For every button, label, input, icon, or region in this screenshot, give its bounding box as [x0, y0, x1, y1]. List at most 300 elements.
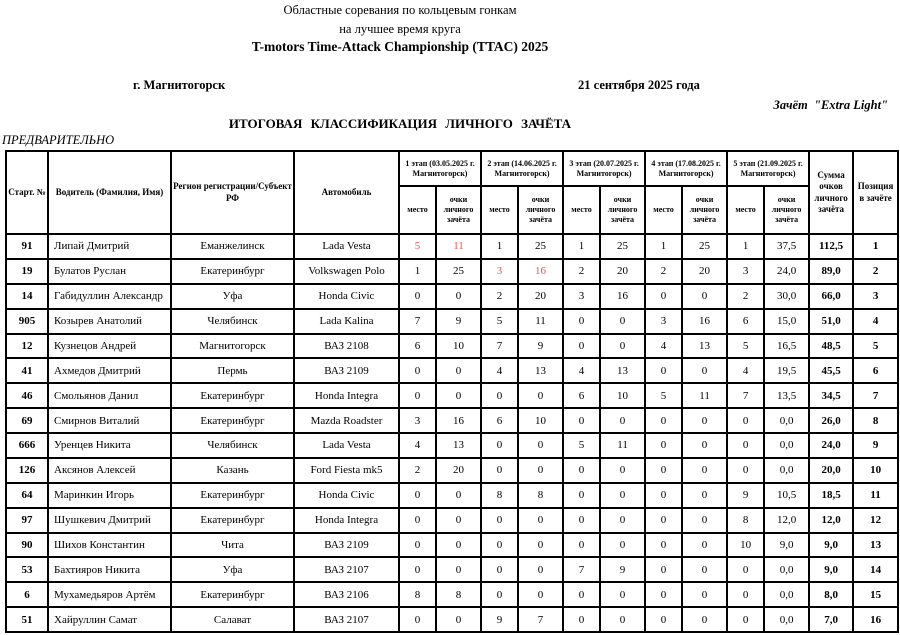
points-cell: 0 [436, 607, 481, 632]
col-subheader-points-1: очки личного зачёта [436, 186, 481, 234]
start-number-cell: 126 [6, 458, 48, 483]
driver-cell: Шихов Константин [48, 533, 171, 558]
points-cell: 0 [518, 533, 563, 558]
position-cell: 16 [853, 607, 898, 632]
start-number-cell: 41 [6, 358, 48, 383]
points-cell: 7 [518, 607, 563, 632]
position-cell: 15 [853, 582, 898, 607]
place-cell: 3 [399, 408, 436, 433]
points-cell: 20 [682, 259, 727, 284]
car-cell: ВАЗ 2107 [294, 557, 399, 582]
sum-cell: 45,5 [809, 358, 853, 383]
region-cell: Магнитогорск [171, 334, 294, 359]
points-cell: 11 [436, 234, 481, 259]
driver-cell: Смирнов Виталий [48, 408, 171, 433]
place-cell: 0 [645, 508, 682, 533]
table-row [6, 533, 898, 558]
points-cell: 9,0 [764, 533, 809, 558]
region-cell: Чита [171, 533, 294, 558]
points-cell: 0,0 [764, 607, 809, 632]
place-cell: 7 [399, 309, 436, 334]
points-cell: 8 [518, 483, 563, 508]
points-cell: 10 [436, 334, 481, 359]
place-cell: 2 [727, 284, 764, 309]
place-cell: 7 [481, 334, 518, 359]
car-cell: Mazda Roadster [294, 408, 399, 433]
points-cell: 20 [600, 259, 645, 284]
place-cell: 9 [727, 483, 764, 508]
points-cell: 0 [600, 607, 645, 632]
position-cell: 12 [853, 508, 898, 533]
place-cell: 3 [645, 309, 682, 334]
sum-cell: 9,0 [809, 557, 853, 582]
points-cell: 0,0 [764, 408, 809, 433]
points-cell: 0 [518, 383, 563, 408]
points-cell: 0 [436, 557, 481, 582]
place-cell: 4 [481, 358, 518, 383]
start-number-cell: 69 [6, 408, 48, 433]
col-header-driver: Водитель (Фамилия, Имя) [48, 151, 171, 234]
place-cell: 2 [481, 284, 518, 309]
start-number-cell: 12 [6, 334, 48, 359]
col-subheader-place-4: место [645, 186, 682, 234]
event-title-line1: Областные соревания по кольцевым гонкам [283, 3, 517, 17]
points-cell: 0 [682, 433, 727, 458]
place-cell: 3 [481, 259, 518, 284]
car-cell: Ford Fiesta mk5 [294, 458, 399, 483]
place-cell: 1 [399, 259, 436, 284]
driver-cell: Аксянов Алексей [48, 458, 171, 483]
results-tbody [6, 234, 898, 632]
sum-cell: 66,0 [809, 284, 853, 309]
event-title-line2: на лучшее время круга [339, 22, 461, 36]
table-header [6, 151, 898, 234]
sum-cell: 48,5 [809, 334, 853, 359]
place-cell: 0 [645, 408, 682, 433]
event-date: 21 сентября 2025 года [578, 78, 700, 92]
table-row [6, 334, 898, 359]
driver-cell: Шушкевич Дмитрий [48, 508, 171, 533]
place-cell: 10 [727, 533, 764, 558]
col-header-stage-2: 2 этап (14.06.2025 г. Магнитогорск) [481, 151, 563, 186]
region-cell: Екатеринбург [171, 383, 294, 408]
place-cell: 0 [563, 458, 600, 483]
sum-cell: 112,5 [809, 234, 853, 259]
points-cell: 0 [600, 582, 645, 607]
col-subheader-place-2: место [481, 186, 518, 234]
points-cell: 13 [682, 334, 727, 359]
points-cell: 0 [682, 533, 727, 558]
table-row [6, 234, 898, 259]
points-cell: 30,0 [764, 284, 809, 309]
points-cell: 19,5 [764, 358, 809, 383]
place-cell: 6 [563, 383, 600, 408]
car-cell: ВАЗ 2109 [294, 358, 399, 383]
points-cell: 25 [518, 234, 563, 259]
region-cell: Екатеринбург [171, 483, 294, 508]
place-cell: 0 [399, 483, 436, 508]
place-cell: 0 [399, 557, 436, 582]
car-cell: ВАЗ 2106 [294, 582, 399, 607]
points-cell: 11 [518, 309, 563, 334]
points-cell: 16 [436, 408, 481, 433]
place-cell: 0 [399, 508, 436, 533]
points-cell: 0 [518, 582, 563, 607]
position-cell: 10 [853, 458, 898, 483]
region-cell: Челябинск [171, 309, 294, 334]
position-cell: 1 [853, 234, 898, 259]
points-cell: 0 [600, 508, 645, 533]
place-cell: 0 [399, 284, 436, 309]
region-cell: Еманжелинск [171, 234, 294, 259]
place-cell: 4 [563, 358, 600, 383]
place-cell: 5 [563, 433, 600, 458]
points-cell: 0 [436, 383, 481, 408]
points-cell: 25 [436, 259, 481, 284]
place-cell: 8 [481, 483, 518, 508]
points-cell: 13 [436, 433, 481, 458]
points-cell: 13,5 [764, 383, 809, 408]
points-cell: 0,0 [764, 458, 809, 483]
place-cell: 6 [399, 334, 436, 359]
page-title: ИТОГОВАЯ КЛАССИФИКАЦИЯ ЛИЧНОГО ЗАЧЁТА [228, 116, 572, 131]
table-row [6, 358, 898, 383]
region-cell: Екатеринбург [171, 259, 294, 284]
points-cell: 0 [518, 557, 563, 582]
position-cell: 13 [853, 533, 898, 558]
col-header-stage-5: 5 этап (21.09.2025 г. Магнитогорск) [727, 151, 809, 186]
col-subheader-place-3: место [563, 186, 600, 234]
points-cell: 11 [682, 383, 727, 408]
place-cell: 0 [563, 483, 600, 508]
points-cell: 16 [518, 259, 563, 284]
place-cell: 0 [645, 533, 682, 558]
points-cell: 13 [518, 358, 563, 383]
event-city: г. Магнитогорск [133, 78, 226, 92]
points-cell: 0 [682, 557, 727, 582]
place-cell: 0 [399, 533, 436, 558]
place-cell: 0 [481, 383, 518, 408]
car-cell: Honda Integra [294, 508, 399, 533]
points-cell: 0 [436, 284, 481, 309]
place-cell: 0 [399, 607, 436, 632]
class-label: Зачёт "Extra Light" [773, 98, 888, 112]
place-cell: 2 [563, 259, 600, 284]
col-header-car: Автомобиль [294, 151, 399, 234]
place-cell: 0 [727, 433, 764, 458]
place-cell: 0 [481, 458, 518, 483]
points-cell: 0 [518, 508, 563, 533]
start-number-cell: 14 [6, 284, 48, 309]
points-cell: 0,0 [764, 433, 809, 458]
points-cell: 0,0 [764, 557, 809, 582]
points-cell: 0 [682, 284, 727, 309]
region-cell: Пермь [171, 358, 294, 383]
place-cell: 8 [399, 582, 436, 607]
points-cell: 0 [682, 483, 727, 508]
start-number-cell: 53 [6, 557, 48, 582]
position-cell: 4 [853, 309, 898, 334]
place-cell: 0 [563, 607, 600, 632]
start-number-cell: 905 [6, 309, 48, 334]
place-cell: 0 [727, 582, 764, 607]
place-cell: 0 [481, 557, 518, 582]
sum-cell: 7,0 [809, 607, 853, 632]
place-cell: 4 [645, 334, 682, 359]
region-cell: Екатеринбург [171, 508, 294, 533]
points-cell: 0 [600, 483, 645, 508]
place-cell: 0 [645, 358, 682, 383]
region-cell: Екатеринбург [171, 408, 294, 433]
points-cell: 9 [600, 557, 645, 582]
driver-cell: Липай Дмитрий [48, 234, 171, 259]
car-cell: Lada Vesta [294, 433, 399, 458]
points-cell: 16,5 [764, 334, 809, 359]
place-cell: 0 [481, 582, 518, 607]
position-cell: 9 [853, 433, 898, 458]
position-cell: 7 [853, 383, 898, 408]
points-cell: 9 [518, 334, 563, 359]
place-cell: 0 [563, 533, 600, 558]
start-number-cell: 51 [6, 607, 48, 632]
sum-cell: 89,0 [809, 259, 853, 284]
preliminary-label: ПРЕДВАРИТЕЛЬНО [2, 133, 115, 147]
car-cell: Lada Vesta [294, 234, 399, 259]
sum-cell: 8,0 [809, 582, 853, 607]
col-header-stage-1: 1 этап (03.05.2025 г. Магнитогорск) [399, 151, 481, 186]
place-cell: 5 [645, 383, 682, 408]
table-row [6, 259, 898, 284]
start-number-cell: 64 [6, 483, 48, 508]
table-row [6, 383, 898, 408]
place-cell: 8 [727, 508, 764, 533]
place-cell: 0 [481, 533, 518, 558]
place-cell: 0 [727, 557, 764, 582]
car-cell: Honda Civic [294, 284, 399, 309]
driver-cell: Смольянов Данил [48, 383, 171, 408]
points-cell: 0,0 [764, 582, 809, 607]
sum-cell: 20,0 [809, 458, 853, 483]
place-cell: 0 [727, 458, 764, 483]
place-cell: 0 [645, 284, 682, 309]
points-cell: 0 [518, 433, 563, 458]
points-cell: 0 [436, 358, 481, 383]
driver-cell: Ахмедов Дмитрий [48, 358, 171, 383]
col-subheader-place-5: место [727, 186, 764, 234]
points-cell: 0 [682, 607, 727, 632]
championship-title: T-motors Time-Attack Championship (TTAC) 2025 [251, 39, 549, 54]
col-subheader-points-3: очки личного зачёта [600, 186, 645, 234]
points-cell: 20 [518, 284, 563, 309]
points-cell: 16 [600, 284, 645, 309]
points-cell: 25 [600, 234, 645, 259]
place-cell: 0 [481, 508, 518, 533]
place-cell: 2 [645, 259, 682, 284]
col-subheader-place-1: место [399, 186, 436, 234]
points-cell: 16 [682, 309, 727, 334]
points-cell: 0 [682, 458, 727, 483]
place-cell: 0 [563, 582, 600, 607]
place-cell: 0 [399, 383, 436, 408]
position-cell: 14 [853, 557, 898, 582]
place-cell: 1 [481, 234, 518, 259]
region-cell: Салават [171, 607, 294, 632]
driver-cell: Бахтияров Никита [48, 557, 171, 582]
place-cell: 3 [563, 284, 600, 309]
driver-cell: Габидуллин Александр [48, 284, 171, 309]
position-cell: 3 [853, 284, 898, 309]
region-cell: Екатеринбург [171, 582, 294, 607]
place-cell: 5 [481, 309, 518, 334]
table-row [6, 433, 898, 458]
col-header-sum: Сумма очков личного зачёта [809, 151, 853, 234]
col-header-region: Регион регистрации/Субъект РФ [171, 151, 294, 234]
points-cell: 11 [600, 433, 645, 458]
col-subheader-points-4: очки личного зачёта [682, 186, 727, 234]
place-cell: 1 [645, 234, 682, 259]
points-cell: 0 [436, 533, 481, 558]
results-table [5, 150, 899, 633]
table-row [6, 508, 898, 533]
place-cell: 0 [399, 358, 436, 383]
points-cell: 0 [600, 533, 645, 558]
sum-cell: 26,0 [809, 408, 853, 433]
place-cell: 0 [481, 433, 518, 458]
start-number-cell: 97 [6, 508, 48, 533]
place-cell: 2 [399, 458, 436, 483]
points-cell: 20 [436, 458, 481, 483]
col-subheader-points-2: очки личного зачёта [518, 186, 563, 234]
col-header-position: Позиция в зачёте [853, 151, 898, 234]
driver-cell: Уренцев Никита [48, 433, 171, 458]
position-cell: 5 [853, 334, 898, 359]
car-cell: Volkswagen Polo [294, 259, 399, 284]
car-cell: Honda Civic [294, 483, 399, 508]
table-row [6, 458, 898, 483]
points-cell: 15,0 [764, 309, 809, 334]
place-cell: 0 [563, 408, 600, 433]
points-cell: 0 [682, 508, 727, 533]
place-cell: 5 [399, 234, 436, 259]
table-row [6, 557, 898, 582]
place-cell: 1 [563, 234, 600, 259]
sum-cell: 12,0 [809, 508, 853, 533]
driver-cell: Булатов Руслан [48, 259, 171, 284]
driver-cell: Мухамедьяров Артём [48, 582, 171, 607]
start-number-cell: 19 [6, 259, 48, 284]
place-cell: 0 [563, 334, 600, 359]
start-number-cell: 91 [6, 234, 48, 259]
sum-cell: 34,5 [809, 383, 853, 408]
region-cell: Казань [171, 458, 294, 483]
sum-cell: 51,0 [809, 309, 853, 334]
position-cell: 8 [853, 408, 898, 433]
points-cell: 8 [436, 582, 481, 607]
points-cell: 0 [600, 408, 645, 433]
table-row [6, 284, 898, 309]
col-header-stage-3: 3 этап (20.07.2025 г. Магнитогорск) [563, 151, 645, 186]
points-cell: 9 [436, 309, 481, 334]
region-cell: Уфа [171, 557, 294, 582]
place-cell: 0 [727, 607, 764, 632]
points-cell: 37,5 [764, 234, 809, 259]
start-number-cell: 46 [6, 383, 48, 408]
place-cell: 0 [645, 458, 682, 483]
points-cell: 0 [600, 334, 645, 359]
place-cell: 5 [727, 334, 764, 359]
place-cell: 0 [727, 408, 764, 433]
table-row [6, 582, 898, 607]
driver-cell: Козырев Анатолий [48, 309, 171, 334]
table-row [6, 607, 898, 632]
place-cell: 4 [399, 433, 436, 458]
points-cell: 0 [600, 458, 645, 483]
place-cell: 1 [727, 234, 764, 259]
points-cell: 25 [682, 234, 727, 259]
driver-cell: Кузнецов Андрей [48, 334, 171, 359]
place-cell: 0 [645, 582, 682, 607]
sum-cell: 9,0 [809, 533, 853, 558]
points-cell: 0 [682, 408, 727, 433]
start-number-cell: 6 [6, 582, 48, 607]
car-cell: Honda Integra [294, 383, 399, 408]
points-cell: 0 [436, 508, 481, 533]
points-cell: 0 [436, 483, 481, 508]
car-cell: Lada Kalina [294, 309, 399, 334]
start-number-cell: 90 [6, 533, 48, 558]
points-cell: 24,0 [764, 259, 809, 284]
col-subheader-points-5: очки личного зачёта [764, 186, 809, 234]
sum-cell: 24,0 [809, 433, 853, 458]
sum-cell: 18,5 [809, 483, 853, 508]
table-row [6, 483, 898, 508]
place-cell: 3 [727, 259, 764, 284]
points-cell: 0 [600, 309, 645, 334]
points-cell: 0 [518, 458, 563, 483]
points-cell: 0 [682, 358, 727, 383]
points-cell: 0 [682, 582, 727, 607]
place-cell: 7 [727, 383, 764, 408]
points-cell: 10 [600, 383, 645, 408]
table-row [6, 408, 898, 433]
position-cell: 6 [853, 358, 898, 383]
points-cell: 13 [600, 358, 645, 383]
place-cell: 9 [481, 607, 518, 632]
place-cell: 0 [645, 483, 682, 508]
position-cell: 2 [853, 259, 898, 284]
car-cell: ВАЗ 2108 [294, 334, 399, 359]
driver-cell: Хайруллин Самат [48, 607, 171, 632]
points-cell: 10 [518, 408, 563, 433]
place-cell: 0 [645, 607, 682, 632]
col-header-start-number: Старт. № [6, 151, 48, 234]
region-cell: Челябинск [171, 433, 294, 458]
col-header-stage-4: 4 этап (17.08.2025 г. Магнитогорск) [645, 151, 727, 186]
place-cell: 6 [727, 309, 764, 334]
place-cell: 0 [563, 309, 600, 334]
table-row [6, 309, 898, 334]
car-cell: ВАЗ 2107 [294, 607, 399, 632]
place-cell: 6 [481, 408, 518, 433]
place-cell: 0 [645, 433, 682, 458]
driver-cell: Маринкин Игорь [48, 483, 171, 508]
place-cell: 0 [563, 508, 600, 533]
position-cell: 11 [853, 483, 898, 508]
car-cell: ВАЗ 2109 [294, 533, 399, 558]
region-cell: Уфа [171, 284, 294, 309]
place-cell: 0 [645, 557, 682, 582]
place-cell: 7 [563, 557, 600, 582]
